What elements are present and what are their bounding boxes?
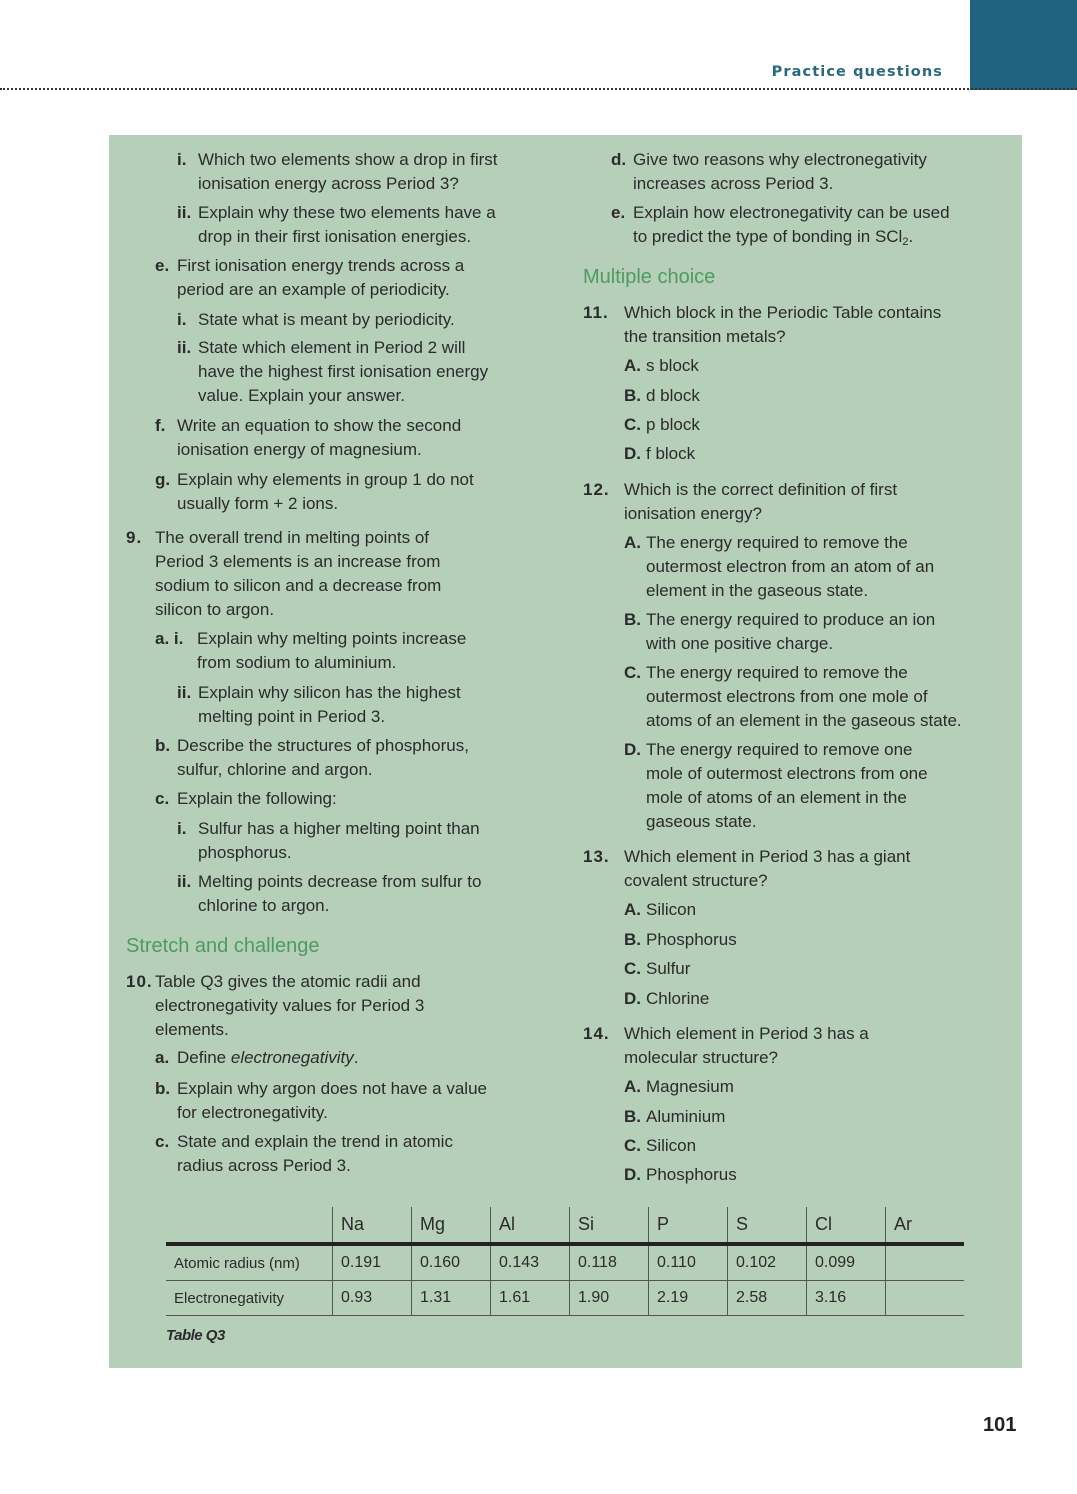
question-text-line: atoms of an element in the gaseous state. [646,711,962,730]
question-text-line: Which element in Period 3 has a [624,1024,869,1043]
table-row [166,1244,964,1281]
question-text-line: The overall trend in melting points of [155,528,430,547]
table-cell: 0.191 [333,1244,412,1281]
question-text-line: melting point in Period 3. [198,707,386,726]
table-header-cell: Si [570,1207,649,1244]
question-text-line: Period 3 elements is an increase from [155,552,441,571]
question-label: 12. [583,480,610,499]
question-text-line: Explain why silicon has the highest [198,683,461,702]
question-text-line: Explain why elements in group 1 do not [177,470,474,489]
question-text-line: Silicon [646,1136,697,1155]
table-header-cell: P [649,1207,728,1244]
question-text-line: d block [646,386,700,405]
table-cell: 0.93 [333,1281,412,1316]
question-text-line: drop in their first ionisation energies. [198,227,472,246]
table-header-cell: S [728,1207,807,1244]
question-text-line: radius across Period 3. [177,1156,351,1175]
table-cell: 0.110 [649,1244,728,1281]
question-text-line: State which element in Period 2 will [198,338,466,357]
table-cell: 1.61 [491,1281,570,1316]
question-label: B. [624,610,641,629]
question-text-line: Magnesium [646,1077,734,1096]
question-text-line: to predict the type of bonding in SCl$_2$. [633,227,914,248]
question-text-line: State and explain the trend in atomic [177,1132,453,1151]
table-cell: 0.118 [570,1244,649,1281]
question-label: A. [624,356,641,375]
question-label: B. [624,386,641,405]
question-text-line: have the highest first ionisation energy [198,362,489,381]
table-header-row [166,1207,964,1244]
question-text-line: molecular structure? [624,1048,779,1067]
section-heading: Stretch and challenge [126,935,320,957]
table-header-cell: Na [333,1207,412,1244]
question-text-line: chlorine to argon. [198,896,330,915]
question-text-line: Chlorine [646,989,710,1008]
question-label: 14. [583,1024,610,1043]
question-text-line: sulfur, chlorine and argon. [177,760,373,779]
question-text-line: value. Explain your answer. [198,386,405,405]
table-header-cell: Mg [412,1207,491,1244]
question-text-line: p block [646,415,700,434]
question-label: c. [155,1132,170,1151]
question-text-line: ionisation energy across Period 3? [198,174,459,193]
question-label: B. [624,1107,641,1126]
question-label: ii. [177,338,192,357]
table-row [166,1281,964,1316]
question-label: a. i. [155,629,184,648]
question-label: ii. [177,203,192,222]
italic-term: electronegativity [230,1048,354,1067]
question-text-line: Phosphorus [646,930,737,949]
question-label: d. [611,150,627,169]
table-row-label: Electronegativity [166,1281,333,1316]
question-text-line: s block [646,356,699,375]
table-caption: Table Q3 [166,1327,225,1344]
table-header-cell: Al [491,1207,570,1244]
question-text-line: outermost electrons from one mole of [646,687,928,706]
question-label: ii. [177,683,192,702]
table-header-cell: Cl [807,1207,886,1244]
question-label: C. [624,1136,641,1155]
question-label: B. [624,930,641,949]
question-text-line: mole of atoms of an element in the [646,788,907,807]
table-cell: 0.160 [412,1244,491,1281]
question-label: c. [155,789,170,808]
question-text-line: Sulfur has a higher melting point than [198,819,480,838]
question-text-line: the transition metals? [624,327,786,346]
question-label: C. [624,959,641,978]
question-label: a. [155,1048,170,1067]
question-text-line: Explain the following: [177,789,337,808]
question-label: e. [155,256,170,275]
question-label: A. [624,533,641,552]
question-label: b. [155,1079,171,1098]
question-text-line: mole of outermost electrons from one [646,764,928,783]
table-cell: 0.099 [807,1244,886,1281]
question-text-line: usually form + 2 ions. [177,494,339,513]
question-label: i. [177,819,187,838]
question-text-line: with one positive charge. [646,634,834,653]
table-row-label: Atomic radius (nm) [166,1244,333,1281]
question-text-line: outermost electron from an atom of an [646,557,935,576]
question-text-line: Table Q3 gives the atomic radii and [155,972,421,991]
table-cell: 1.31 [412,1281,491,1316]
table-cell: 0.102 [728,1244,807,1281]
question-text-line: Explain why these two elements have a [198,203,496,222]
question-text-line: elements. [155,1020,229,1039]
page-number: 101 [983,1414,1017,1436]
question-text-line: sodium to silicon and a decrease from [155,576,442,595]
question-text-line: Silicon [646,900,697,919]
table-q3 [166,1207,964,1316]
question-label: C. [624,415,641,434]
question-text-line: The energy required to remove the [646,533,908,552]
table-cell: 1.90 [570,1281,649,1316]
question-text-line: The energy required to remove the [646,663,908,682]
question-text-line: Which is the correct definition of first [624,480,898,499]
question-text-line: Give two reasons why electronegativity [633,150,927,169]
question-text-line: Phosphorus [646,1165,737,1184]
running-header-title: Practice questions [771,64,943,80]
question-label: i. [177,310,187,329]
subscript: 2 [902,236,909,248]
question-label: D. [624,989,641,1008]
question-text-line: period are an example of periodicity. [177,280,450,299]
table-cell: 2.19 [649,1281,728,1316]
question-text-line: ionisation energy? [624,504,762,523]
question-text-line: The energy required to produce an ion [646,610,936,629]
question-label: D. [624,444,641,463]
question-label: 10. [126,972,153,991]
question-label: C. [624,663,641,682]
question-text-line: Which block in the Periodic Table contains [624,303,942,322]
question-text-line: Melting points decrease from sulfur to [198,872,482,891]
question-label: 13. [583,847,610,866]
table-cell [886,1244,965,1281]
question-text-line: Sulfur [646,959,691,978]
question-label: g. [155,470,171,489]
table-cell: 3.16 [807,1281,886,1316]
table-header-cell: Ar [886,1207,965,1244]
question-label: A. [624,900,641,919]
question-text-line: phosphorus. [198,843,292,862]
question-text-line: State what is meant by periodicity. [198,310,455,329]
table-cell [886,1281,965,1316]
question-label: D. [624,740,641,759]
question-text-line: f block [646,444,696,463]
question-text-line: The energy required to remove one [646,740,913,759]
section-heading: Multiple choice [583,266,716,288]
question-label: 9. [126,528,143,547]
question-text-line: Explain why argon does not have a value [177,1079,487,1098]
question-label: ii. [177,872,192,891]
question-text-line: Write an equation to show the second [177,416,462,435]
question-text-line: increases across Period 3. [633,174,834,193]
question-label: e. [611,203,626,222]
question-label: A. [624,1077,641,1096]
question-text-line: gaseous state. [646,812,757,831]
question-label: b. [155,736,171,755]
question-text-line: First ionisation energy trends across a [177,256,465,275]
table-cell: 0.143 [491,1244,570,1281]
question-text-line: Explain why melting points increase [197,629,467,648]
question-text-line: Describe the structures of phosphorus, [177,736,469,755]
table-header-cell [166,1207,333,1244]
question-text-line: Define electronegativity. [177,1048,359,1067]
header-dotted-divider [0,88,1077,90]
question-text-line: from sodium to aluminium. [197,653,397,672]
question-text-line: Which element in Period 3 has a giant [624,847,911,866]
table-cell: 2.58 [728,1281,807,1316]
header-color-tab [970,0,1077,90]
question-label: f. [155,416,166,435]
question-label: i. [177,150,187,169]
question-text-line: Explain how electronegativity can be used [633,203,950,222]
question-text-line: electronegativity values for Period 3 [155,996,425,1015]
question-label: 11. [583,303,609,322]
question-text-line: Which two elements show a drop in first [198,150,498,169]
question-text-line: Aluminium [646,1107,726,1126]
question-text-line: element in the gaseous state. [646,581,869,600]
question-text-line: ionisation energy of magnesium. [177,440,422,459]
question-text-line: silicon to argon. [155,600,275,619]
question-text-line: for electronegativity. [177,1103,328,1122]
question-label: D. [624,1165,641,1184]
question-text-line: covalent structure? [624,871,768,890]
